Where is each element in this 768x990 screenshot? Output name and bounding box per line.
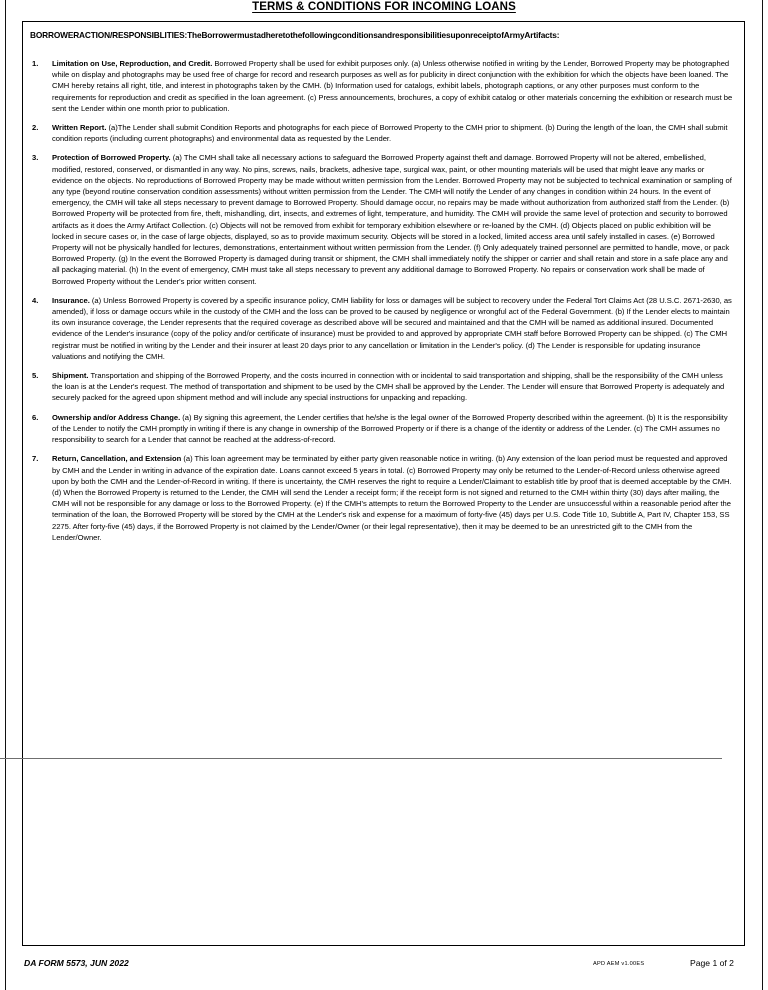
clause-heading: Insurance. [52, 295, 90, 305]
clause-heading: Written Report. [52, 123, 107, 133]
clause-item [30, 295, 734, 362]
horizontal-divider-rule [0, 758, 722, 759]
clause-number: 4. [32, 295, 39, 305]
clause-body [52, 412, 734, 446]
clause-number: 6. [32, 412, 39, 422]
clause-text: (a) Unless Borrowed Property is covered by a specific insurance policy, CMH liability for loss or damages will be subject to recovery under the Federal Tort Claims Act (28 U.S.C. 2671-2630, as amended), if loss or damage occurs while in the custody of the CMH and the loss can be proved to be caused by negligence or wrongful act of the Federal Government. (b) If the Lender elects to maintain its own insurance coverage, the Lender represents that the required coverage as described above will be secured and maintained and that the CMH will be named as additional insured. Documented evidence of the Lender's insurance (copy of the policy and/or certificate of insurance) must be provided to and approved by appropriate CMH staff before Borrowed Property can be shipped. (c) The CMH registrar must be notified in writing by the Lender and their insurer at least 20 days prior to any cancellation or limitation in the Lender's policy. (d) The Lender is responsible for updating insurance valuations and notifying the CMH. [52, 295, 732, 361]
clause-item [30, 122, 734, 144]
clause-number: 5. [32, 371, 39, 381]
clause-heading: Return, Cancellation, and Extension [52, 454, 182, 464]
clause-heading: Ownership and/or Address Change. [52, 412, 181, 422]
clause-item [30, 58, 734, 114]
clause-heading: Shipment. [52, 371, 89, 381]
clause-item [30, 152, 734, 286]
apd-version-label: APD AEM v1.00ES [593, 961, 645, 967]
clause-number: 1. [32, 59, 39, 68]
clause-body [52, 58, 734, 114]
form-identifier: DA FORM 5573, JUN 2022 [24, 958, 129, 968]
clause-item [30, 453, 734, 543]
page-footer [0, 958, 768, 978]
clause-text: (a) The CMH shall take all necessary actions to safeguard the Borrowed Property against theft and damage. Borrowed Property will not be altered, embellished, modified, restored, conserved, or dismantled in any way. No pins, screws, nails, brackets, adhesive tape, surgical wax, paint, or other mounting materials will be used that might leave any marks or evidence on the objects. No reproductions of Borrowed Property may be made without written permission from the Lender. Borrowed Property may not be subjected to technical examination or sampling of any type (beyond routine conservation condition assessments) without written permission from the Lender. The CMH will notify the Lender of any changes in condition within 24 hours. In the event of emergency, the CMH will take all steps necessary to prevent damage to Borrowed Property. Should damage occur, no repairs may be made without authorization from authorized staff from the Lender. (b) Borrowed Property will be protected from fire, theft, mishandling, dirt, insects, and extremes of light, temperature, and humidity. The CMH will provide the same level of protection and security to borrowed artifacts as it does the Army Artifact Collection. (c) Objects will not be removed from exhibit for temporary exhibition elsewhere or re-loaned by the CMH. (d) Objects placed on public exhibition will be locked in secure cases or, in the case of large objects, displayed, so as to provide maximum security. Objects will be stored in a locked, limited access area until safely installed in cases. (e) Borrowed Property will not be physically handled for lectures, demonstrations, entertainment without written permission from the Lender. (f) Only adequately trained personnel are permitted to handle, move, or pack Borrowed Property. (g) In the event the Borrowed Property is damaged during transit or shipment, the CMH shall immediately notify the shipper or carrier and shall retain and store in a safe place any and all packaging material. (h) In the event of emergency, CMH must take all steps necessary to prevent any additional damage to Borrowed Property. No repairs or conservation work shall be made of Borrowed Property without the Lender's prior written consent. [52, 153, 732, 286]
clause-body [52, 370, 734, 404]
page-number-label: Page 1 of 2 [690, 958, 734, 968]
clause-text: Borrowed Property shall be used for exhibit purposes only. (a) Unless otherwise notified in writing by the Lender, Borrowed Property may be photographed while on display and photographs may be used free of charge for record and research purposes as well as for publicity in direct conjunction with the exhibition for which the objects have been loaned. The CMH hereby retains all right, title, and interest in photographs taken by the CMH. (b) Information used for catalogs, exhibit labels, photograph captions, or any other purposes must conform to the requirements for reproduction and credit as specified in the loan agreement. (c) Press announcements, brochures, a copy of exhibit catalog or other materials concerning the exhibition or research must be sent the Lender within one month prior to publication. [52, 59, 733, 113]
clause-text: (a) This loan agreement may be terminated by either party given reasonable notice in writing. (b) Any extension of the loan period must be requested and approved by CMH and the Lender in writing in advance of the expiration date. Loans cannot exceed 5 years in total. (c) Borrowed Property may only be returned to the Lender-of-Record unless otherwise agreed upon by both the CMH and the Lender-of-Record in writing. If there is uncertainty, the CMH reserves the right to require a Lender/Claimant to establish title by proof that is deemed acceptable by the CMH. (d) When the Borrowed Property is returned to the Lender, the CMH will send the Lender a receipt form; if the receipt form is not signed and returned to the CMH within thirty (30) days after mailing, the CMH will not be responsible for any damage or loss to the Borrowed Property. (e) If the CMH's attempts to return the Borrowed Property to the Lender are unsuccessful within a reasonable period after the termination of the loan, the Borrowed Property will be stored by the CMH at the Lender's risk and expense for a maximum of forty-five (45) days per U.S. Code Title 10, Subtitle A, Part IV, Chapter 153, SS 2275. After forty-five (45) days, if the Borrowed Property is not claimed by the Lender/Owner (or their legal representative), then it may be deemed to be an unrestricted gift to the CMH from the Lender/Owner. [52, 454, 732, 542]
clause-item [30, 370, 734, 404]
clause-item [30, 412, 734, 446]
clause-body [52, 152, 734, 286]
clause-body [52, 453, 734, 543]
clause-heading: Protection of Borrowed Property. [52, 153, 171, 163]
clause-number: 2. [32, 123, 39, 133]
clause-number: 7. [32, 454, 39, 464]
clause-text: (a)The Lender shall submit Condition Reports and photographs for each piece of Borrowed Property to the CMH prior to shipment. (b) During the length of the loan, the CMH shall submit condition reports (including current photographs) and environmental data as requested by the Lender. [52, 123, 728, 144]
clause-heading: Limitation on Use, Reproduction, and Credit. [52, 59, 213, 68]
clause-body [52, 122, 734, 144]
clause-list [30, 58, 734, 551]
clause-text: (a) By signing this agreement, the Lender certifies that he/she is the legal owner of the Borrowed Property described within the agreement. (b) It is the responsibility of the Lender to notify the CMH promptly in writing if there is any change in ownership of the Borrowed Property or if there is a change of the identity or address of the Lender. (c) The CMH assumes no responsibility to search for a Lender that cannot be reached at the address-of-record. [52, 412, 728, 445]
page-title: TERMS & CONDITIONS FOR INCOMING LOANS [252, 1, 516, 13]
clause-text: Transportation and shipping of the Borrowed Property, and the costs incurred in connection with or incidental to said transportation and shipping, shall be the responsibility of the CMH unless the loan is at the Lender's request. The method of transportation and shipment to be used by the CMH shall be approved by the Lender. The Lender will ensure that Borrowed Property is adequately and securely packed for the agreed upon shipment method and will include any special instructions for unpacking and repacking. [52, 371, 725, 403]
borrower-responsibilities-intro: BORROWERACTION/RESPONSIBLITIES:TheBorrowermustadheretothefollowingconditionsandresponsibilitiesuponreceiptofArmyArtifacts: [30, 30, 560, 40]
clause-body [52, 295, 734, 362]
clause-number: 3. [32, 153, 39, 163]
terms-content-box [22, 21, 745, 946]
